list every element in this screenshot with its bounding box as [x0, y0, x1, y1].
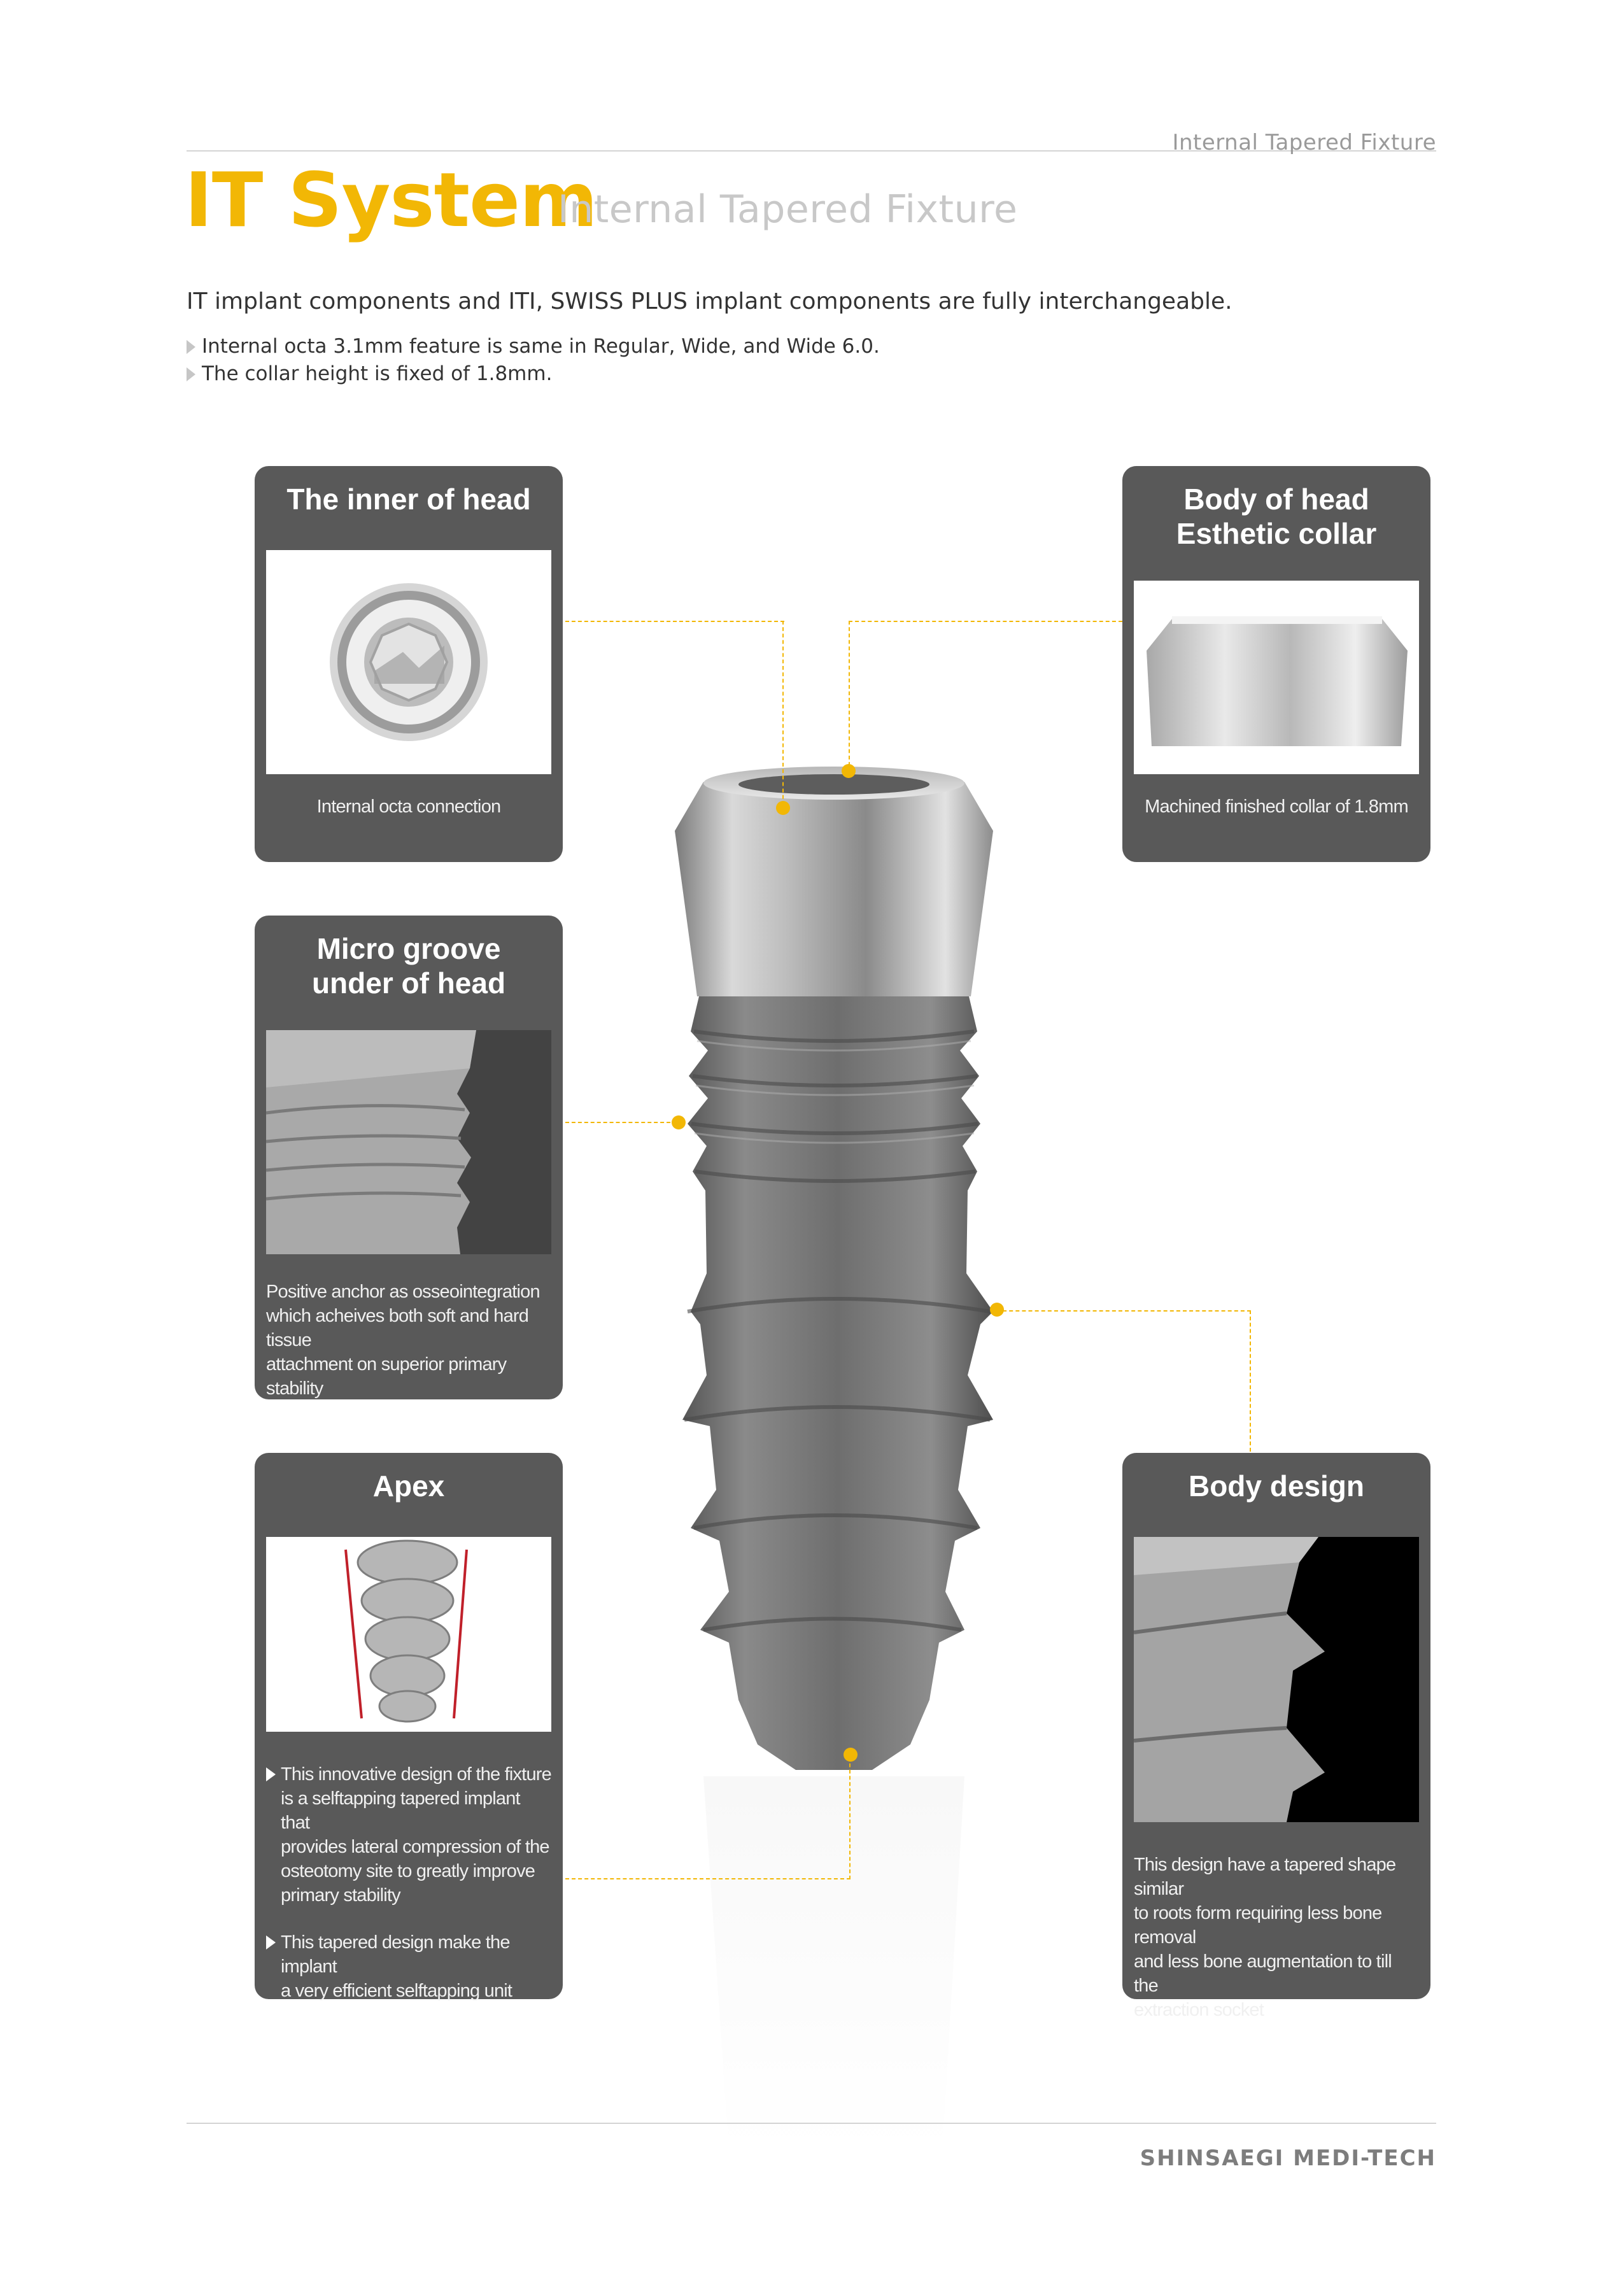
card-inner-of-head — [255, 466, 563, 862]
card-caption: Positive anchor as osseointegration which acheives both soft and hard tissue attachment on superior primary stability — [266, 1282, 540, 1399]
caption-bullet: This tapered design make the implant a very efficient selftapping unit — [266, 1930, 551, 2003]
intro-bullet: The collar height is fixed of 1.8mm. — [187, 360, 880, 388]
card-title: Body of head Esthetic collar — [1176, 483, 1377, 550]
card-apex — [255, 1453, 563, 1999]
card-image — [266, 1537, 551, 1732]
intro-bullets — [187, 333, 880, 388]
micro-groove-image — [266, 1030, 551, 1254]
leader-line — [996, 1310, 1251, 1312]
card-title: Micro groove under of head — [311, 932, 506, 1000]
intro-bullet: Internal octa 3.1mm feature is same in Regular, Wide, and Wide 6.0. — [187, 333, 880, 360]
intro-text: IT implant components and ITI, SWISS PLUS implant components are fully interchangeable. — [187, 288, 1232, 315]
card-image — [1134, 581, 1419, 774]
callout-dot — [990, 1303, 1004, 1317]
caption-bullet: This innovative design of the fixture is a selftapping tapered implant that provides lateral compression of the osteotomy site to greatly improve primary stability — [266, 1762, 551, 1907]
callout-dot — [842, 764, 856, 778]
apex-image — [266, 1537, 551, 1732]
page-title: IT System — [185, 156, 598, 244]
card-image — [266, 550, 551, 774]
callout-dot — [844, 1748, 858, 1762]
triangle-bullet-icon — [266, 1935, 276, 1949]
card-caption: This design have a tapered shape similar to roots form requiring less bone removal and less bone augmentation to till the extraction socket — [1134, 1855, 1396, 2020]
leader-line — [849, 621, 1122, 622]
card-title: The inner of head — [286, 483, 531, 516]
leader-line — [849, 621, 850, 772]
card-image — [1134, 1537, 1419, 1822]
card-body-design — [1122, 1453, 1430, 2020]
triangle-bullet-icon — [266, 1767, 276, 1781]
card-image — [266, 1030, 551, 1254]
internal-octa-image — [266, 550, 551, 774]
card-caption: Machined finished collar of 1.8mm — [1145, 796, 1408, 817]
card-body-of-head — [1122, 466, 1430, 862]
leader-line — [565, 621, 784, 622]
triangle-bullet-icon — [187, 340, 195, 354]
leader-line — [1250, 1310, 1251, 1452]
implant-fixture-image — [611, 751, 1057, 2177]
leader-line — [565, 1122, 677, 1123]
card-micro-groove — [255, 916, 563, 1399]
brand-name: SHINSAEGI MEDI-TECH — [1140, 2146, 1436, 2171]
page-subtitle: Internal Tapered Fixture — [558, 187, 1018, 232]
card-caption: Internal octa connection — [316, 796, 501, 817]
footer-rule — [187, 2123, 1436, 2124]
leader-line — [565, 1878, 851, 1879]
triangle-bullet-icon — [187, 367, 195, 381]
card-title: Apex — [372, 1469, 445, 1503]
esthetic-collar-image — [1134, 581, 1419, 774]
body-design-image — [1134, 1537, 1419, 1822]
running-head: Internal Tapered Fixture — [1172, 130, 1436, 155]
callout-dot — [672, 1115, 686, 1129]
card-title: Body design — [1188, 1469, 1365, 1503]
leader-line — [782, 621, 784, 812]
card-caption — [266, 1762, 551, 2003]
leader-line — [849, 1757, 851, 1879]
callout-dot — [776, 801, 790, 815]
